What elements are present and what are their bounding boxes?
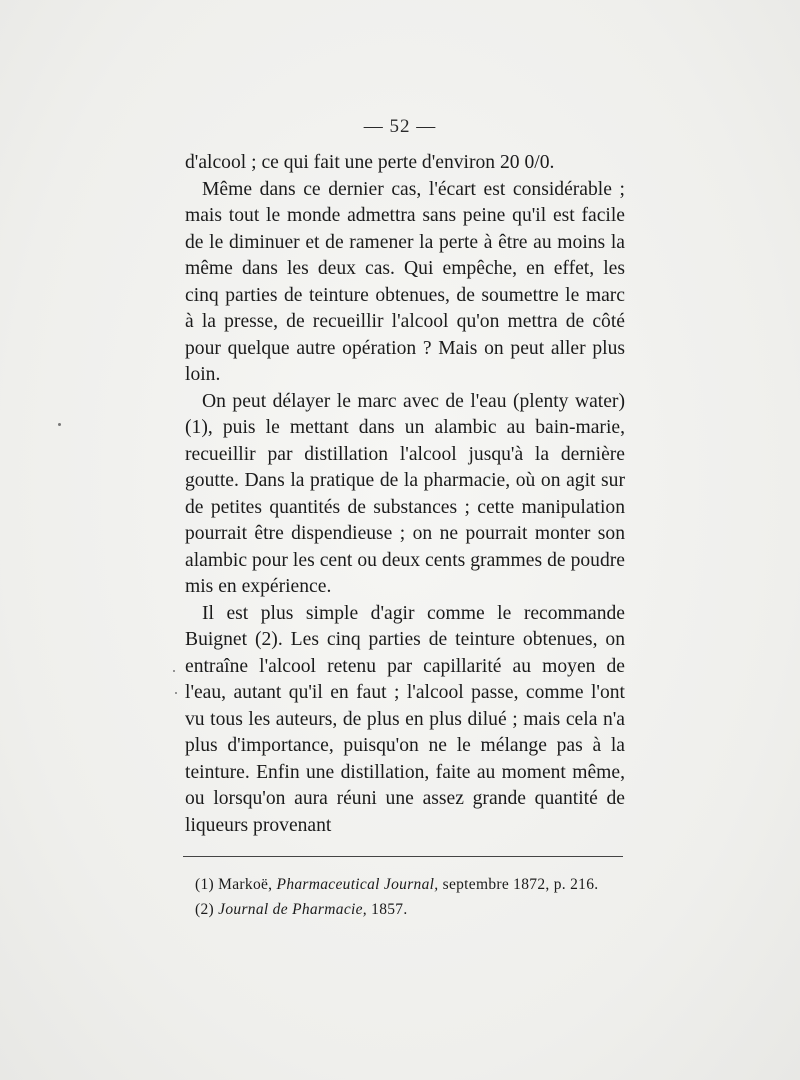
footnote-details: 1857. [371, 901, 408, 918]
footnote-journal: Pharmaceutical Journal, [276, 876, 439, 893]
footnote-journal: Journal de Pharmacie, [218, 901, 367, 918]
footnotes [195, 872, 625, 922]
footnote-marker: (1) [195, 876, 214, 893]
paragraph-continuation: d'alcool ; ce qui fait une perte d'environ 20 0/0. [185, 152, 555, 173]
footnote-1 [195, 872, 625, 897]
paper-speck [58, 423, 61, 426]
paragraph: Même dans ce dernier cas, l'écart est considérable ; mais tout le monde admettra sans peine qu'il est facile de le diminuer et de ramener la perte à être au moins la même dans les deux cas. Qui empêche, en effet, les cinq parties de teinture obtenues, de soumettre le marc à la presse, de recueillir l'alcool qu'on mettra de côté pour quelque autre opération ? Mais on peut aller plus loin. [185, 178, 625, 385]
footnote-details: septembre 1872, p. 216. [442, 876, 599, 893]
footnote-separator [183, 856, 623, 857]
page-number: — 52 — [363, 116, 437, 137]
paper-speck [173, 670, 175, 672]
paper-speck [175, 692, 177, 694]
footnote-2 [195, 897, 625, 922]
footnote-author: Markoë, [218, 876, 273, 893]
paragraph: On peut délayer le marc avec de l'eau (plenty water) (1), puis le mettant dans un alambic au bain-marie, recueillir par distillation l'alcool jusqu'à la dernière goutte. Dans la pratique de la pharmacie, où on agit sur de petites quantités de substances ; cette manipulation pourrait être dispendieuse ; on ne pourrait monter son alambic pour les cent ou deux cents grammes de poudre mis en expérience. [185, 390, 625, 597]
body-text [185, 150, 625, 839]
paragraph: Il est plus simple d'agir comme le recommande Buignet (2). Les cinq parties de teinture obtenues, on entraîne l'alcool retenu par capillarité au moyen de l'eau, autant qu'il en faut ; l'alcool passe, comme l'ont vu tous les auteurs, de plus en plus dilué ; mais cela n'a plus d'importance, puisqu'on ne le mélange pas à la teinture. Enfin une distillation, faite au moment même, ou lorsqu'on aura réuni une assez grande quantité de liqueurs provenant [185, 602, 625, 836]
footnote-marker: (2) [195, 901, 214, 918]
